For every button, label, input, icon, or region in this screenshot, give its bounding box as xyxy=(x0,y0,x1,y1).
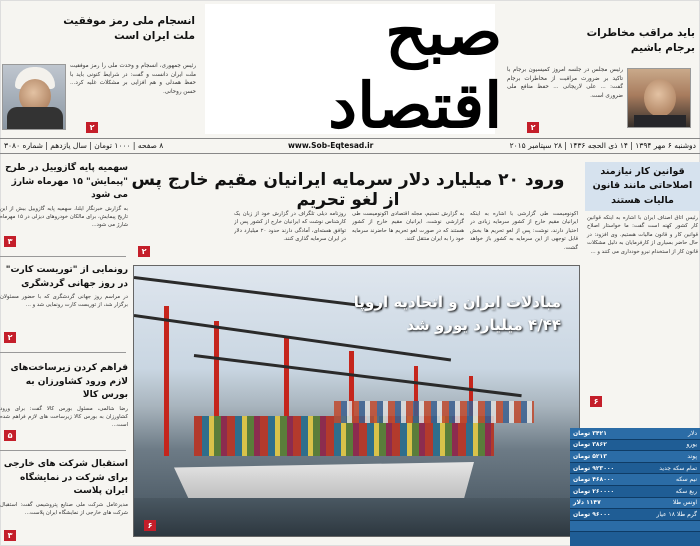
issue-date: دوشنبه ۶ مهر ۱۳۹۴ | ۱۴ ذی الحجه ۱۴۳۶ | ۲۸ سپتامبر ۲۰۱۵ xyxy=(509,141,696,150)
main-story-column-1: اکونومیست طی گزارشی با اشاره به اینکه ایرانیان مقیم خارج از کشور سرمایه زیادی در اختیار دارند، نوشت: پس از لغو تحریم ها بخش قابل توجهی از این سرمایه به کشور باز خواهد گشت. xyxy=(470,211,578,251)
photo-caption: مبادلات ایران و اتحادیه اروپا ۴/۴۴ میلیارد یورو شد xyxy=(353,293,561,334)
market-row: گرم طلا ۱۸ عیار ۹۶۰۰۰ تومان xyxy=(570,509,700,521)
left-story-body: مدیرعامل شرکت ملی صنایع پتروشیمی گفت: استقبال شرکت های خارجی از نمایشگاه ایران پلاست... xyxy=(0,501,128,516)
left-story-3[interactable] xyxy=(0,362,128,451)
page-ref-badge: ۳ xyxy=(4,530,16,541)
top-right-headline: باید مراقب مخاطرات برجام باشیم xyxy=(586,27,695,55)
top-left-body: رئیس جمهوری، انسجام و وحدت ملی را رمز موفقیت ملت ایران دانست و گفت: در شرایط کنونی باید با حفظ همدلی و هم افزایی بر مشکلات غلبه کرد... حسن روحانی. xyxy=(70,63,196,95)
rouhani-photo xyxy=(2,64,66,130)
left-story-body: به گزارش خبرنگار ایلنا، سهمیه پایه گازوییل بیش از این تاریخ پیمایش، برای مالکان خودروهای دیزلی در ۱۵ مهرماه شارژ می شود... xyxy=(0,205,128,229)
crane-beam xyxy=(134,276,383,309)
market-row: اونس طلا ۱۱۴۷ دلار xyxy=(570,498,700,510)
water xyxy=(134,498,580,537)
masthead xyxy=(205,0,503,142)
right-column-body: رئیس اتاق اصناف ایران با اشاره به اینکه قوانین کار کشور کهنه است گفت: ما خواستار اصلاح قوانین کار و قانون مالیات هستیم. وی افزود: در حال حاضر بسیاری از کارفرمایان به دلیل مشکلات قانون کار از استخدام نیرو خودداری می کنند و ... xyxy=(587,214,698,255)
market-row: یورو ۳۸۶۲ تومان xyxy=(570,440,700,452)
left-story-body: در مراسم روز جهانی گردشگری که با حضور مسئولان برگزار شد، از توریست کارت رونمایی شد و ... xyxy=(0,294,128,309)
market-row: نیم سکه ۴۶۸۰۰۰ تومان xyxy=(570,474,700,486)
left-story-headline: فراهم کردن زیرساخت‌های لازم ورود کشاورزان به بورس کالا xyxy=(10,363,128,400)
page-ref-badge: ۶ xyxy=(144,520,156,531)
column-divider xyxy=(0,450,126,451)
issue-info-bar xyxy=(0,138,700,154)
left-story-4[interactable] xyxy=(0,458,128,545)
larijani-photo xyxy=(627,68,691,128)
website-link[interactable]: www.Sob-Eqtesad.ir xyxy=(288,141,374,150)
crane xyxy=(164,306,169,456)
market-row: دلار ۳۴۲۱ تومان xyxy=(570,428,700,440)
page-ref-badge: ۵ xyxy=(4,430,16,441)
issue-number: ۸ صفحه | ۱۰۰۰ تومان | سال یازدهم | شماره ۳۰۸۰ xyxy=(4,141,164,150)
column-divider xyxy=(0,352,126,353)
left-story-headline: استقبال شرکت های خارجی برای شرکت در نمایشگاه ایران پلاست xyxy=(3,459,128,496)
market-row: ربع سکه ۲۶۰۰۰۰ تومان xyxy=(570,486,700,498)
market-row: تمام سکه جدید ۹۲۳۰۰۰ تومان xyxy=(570,463,700,475)
main-story-column-2: به گزارش تسنیم، مجله اقتصادی اکونومیست طی گزارشی نوشت، ایرانیان مقیم خارج از کشور هستند که در صورت لغو تحریم ها حاضرند سرمایه خود را به ایران منتقل کنند. xyxy=(352,211,464,243)
main-headline[interactable]: ورود ۲۰ میلیارد دلار سرمایه ایرانیان مقیم خارج پس از لغو تحریم xyxy=(131,170,565,210)
port-photo[interactable] xyxy=(133,265,580,537)
container-stack xyxy=(334,401,534,423)
left-story-body: رضا شالمی، مسئول بورس کالا گفت: برای ورود کشاورزان به بورس کالا زیرساخت های لازم فراهم شده است... xyxy=(0,405,128,429)
page-ref-badge: ۶ xyxy=(590,396,602,407)
market-rates-table xyxy=(570,428,700,546)
left-story-1[interactable] xyxy=(0,162,128,255)
right-column-headline: قوانین کار نیازمند اصلاحاتی مانند قانون مالیات هستند xyxy=(585,162,700,211)
main-story-column-3: روزنامه دیلی تلگراف در گزارش خود از زبان یک کارشناس نوشت که ایرانیان خارج از کشور پس از توافق هسته‌ای، آمادگی دارند حدود ۲۰ میلیارد دلار در ایران سرمایه گذاری کنند. xyxy=(234,211,346,243)
top-right-body: رئیس مجلس در جلسه امروز کمیسیون برجام با تاکید بر ضرورت مراقبت از مخاطرات برجام گفت: ... علی لاریجانی ... حفظ منافع ملی ضروری است. xyxy=(507,67,623,99)
market-row xyxy=(570,521,700,533)
top-left-headline: انسجام ملی رمز موفقیت ملت ایران است xyxy=(63,15,195,43)
top-right-story[interactable] xyxy=(505,4,700,134)
left-story-2[interactable] xyxy=(0,264,128,341)
top-left-story[interactable] xyxy=(0,4,200,134)
page-ref-badge: ۲ xyxy=(4,332,16,343)
right-column-story[interactable] xyxy=(585,162,700,424)
page-ref-badge: ۳ xyxy=(4,236,16,247)
newspaper-logo: صبح اقتصاد xyxy=(328,0,503,142)
column-divider xyxy=(0,256,126,257)
page-ref-badge: ۲ xyxy=(86,122,98,133)
page-ref-badge: ۲ xyxy=(527,122,539,133)
left-story-headline: سهمیه پایه گازوییل در طرح "پیمایش" ۱۵ مهرماه شارژ می شود xyxy=(5,163,128,200)
page-ref-badge: ۲ xyxy=(138,246,150,257)
left-story-headline: رونمایی از "توریست کارت" در روز جهانی گردشگری xyxy=(5,265,128,289)
market-row: پوند ۵۲۱۳ تومان xyxy=(570,451,700,463)
